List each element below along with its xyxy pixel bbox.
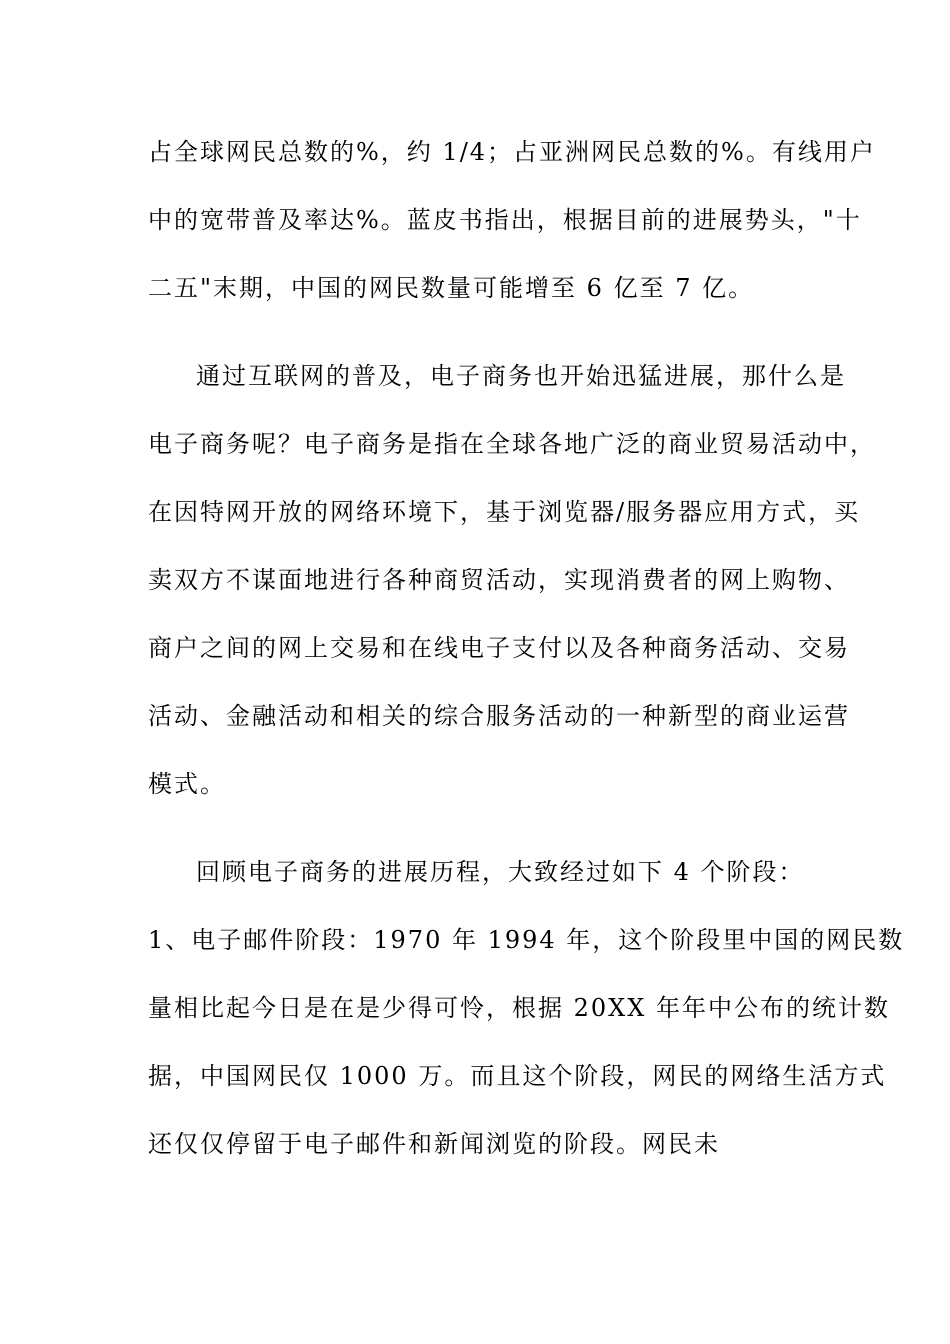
- paragraph-line: 占全球网民总数的%，约 1/4；占亚洲网民总数的%。有线用户: [148, 138, 876, 166]
- paragraph-line: 模式。: [148, 770, 226, 798]
- paragraph-line: 商户之间的网上交易和在线电子支付以及各种商务活动、交易: [148, 634, 850, 662]
- paragraph-line: 1、电子邮件阶段：1970 年 1994 年，这个阶段里中国的网民数: [148, 926, 905, 954]
- paragraph-line: 电子商务呢？电子商务是指在全球各地广泛的商业贸易活动中，: [148, 430, 876, 458]
- paragraph-line: 回顾电子商务的进展历程，大致经过如下 4 个阶段：: [196, 858, 805, 886]
- paragraph-line: 活动、金融活动和相关的综合服务活动的一种新型的商业运营: [148, 702, 850, 730]
- paragraph-line: 据，中国网民仅 1000 万。而且这个阶段，网民的网络生活方式: [148, 1062, 887, 1090]
- paragraph-line: 二五"末期，中国的网民数量可能增至 6 亿至 7 亿。: [148, 274, 755, 302]
- paragraph-line: 通过互联网的普及，电子商务也开始迅猛进展，那什么是: [196, 362, 846, 390]
- paragraph-line: 中的宽带普及率达%。蓝皮书指出，根据目前的进展势头，"十: [148, 206, 862, 234]
- paragraph-line: 在因特网开放的网络环境下，基于浏览器/服务器应用方式，买: [148, 498, 861, 526]
- paragraph-line: 还仅仅停留于电子邮件和新闻浏览的阶段。网民未: [148, 1130, 720, 1158]
- paragraph-line: 量相比起今日是在是少得可怜，根据 20XX 年年中公布的统计数: [148, 994, 890, 1022]
- paragraph-line: 卖双方不谋面地进行各种商贸活动，实现消费者的网上购物、: [148, 566, 850, 594]
